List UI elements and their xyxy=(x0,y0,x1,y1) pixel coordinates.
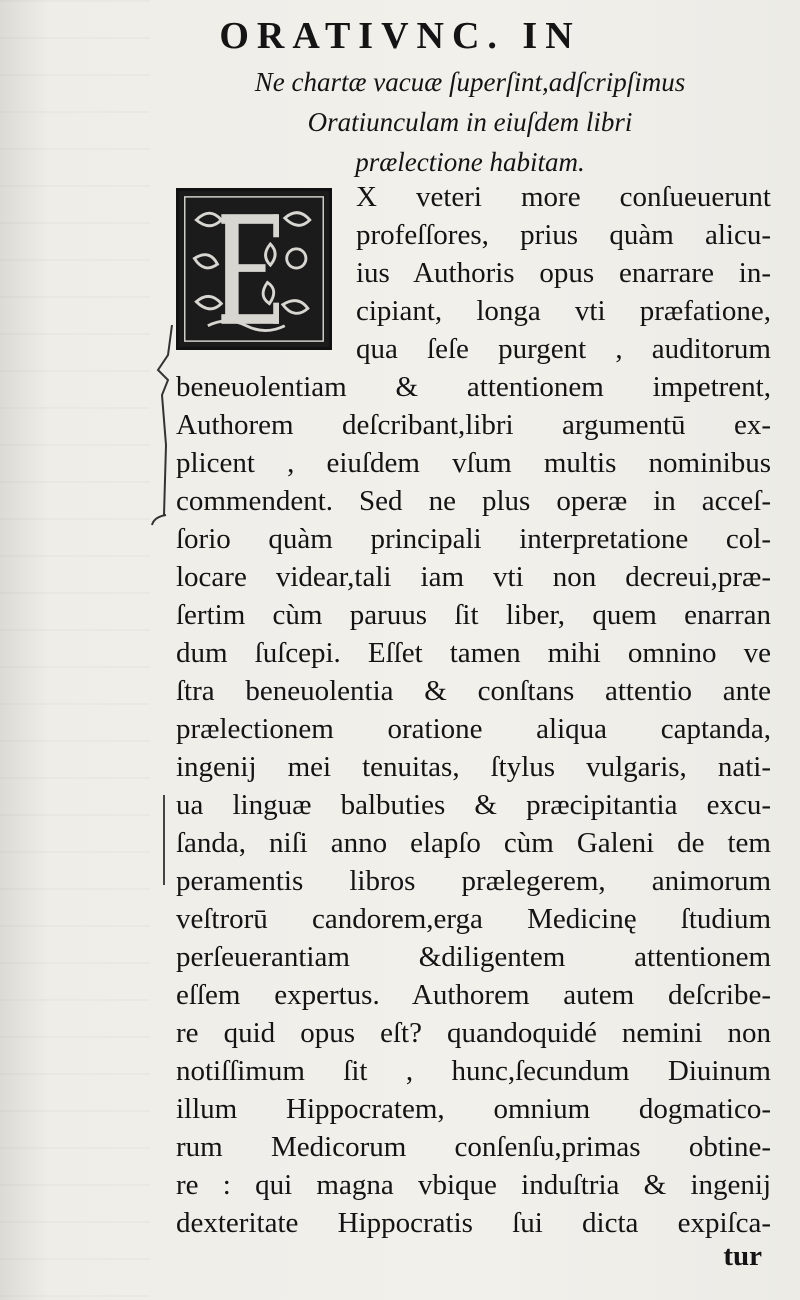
text-line: qua ſeſe purgent , auditorum xyxy=(356,333,771,365)
decorated-initial-letter xyxy=(176,188,332,350)
text-line: Authorem deſcribant,libri argumentū ex- xyxy=(176,409,771,441)
intro-line: prælectione habitam. xyxy=(355,147,585,177)
text-line: commendent. Sed ne plus operæ in acceſ- xyxy=(176,485,771,517)
text-line: ius Authoris opus enarrare in- xyxy=(356,257,771,289)
text-line: illum Hippocratem, omnium dogmatico- xyxy=(176,1093,771,1125)
text-line: re : qui magna vbique induſtria & ingenij xyxy=(176,1169,771,1201)
page-gutter xyxy=(0,0,150,1300)
text-line: beneuolentiam & attentionem impetrent, xyxy=(176,371,771,403)
text-line: ſtra beneuolentia & conſtans attentio ante xyxy=(176,675,771,707)
text-line: prælectionem oratione aliqua captanda, xyxy=(176,713,771,745)
text-line: locare videar,tali iam vti non decreui,præ- xyxy=(176,561,771,593)
text-line: dum ſuſcepi. Eſſet tamen mihi omnino ve xyxy=(176,637,771,669)
intro-line: Oratiunculam in eiuſdem libri xyxy=(307,107,633,137)
text-line: profeſſores, prius quàm alicu- xyxy=(356,219,771,251)
intro-line: Ne chartæ vacuæ ſuperſint,adſcripſimus xyxy=(254,67,686,97)
running-head: ORATIVNC. IN xyxy=(219,15,581,57)
text-line: X veteri more conſueuerunt xyxy=(356,181,771,213)
text-line: plicent , eiuſdem vſum multis nominibus xyxy=(176,447,771,479)
intro-note xyxy=(170,62,770,182)
text-line: eſſem expertus. Authorem autem deſcribe- xyxy=(176,979,771,1011)
text-line: ua linguæ balbuties & præcipitantia excu- xyxy=(176,789,771,821)
text-line: veſtrorū candorem,erga Medicinę ſtudium xyxy=(176,903,771,935)
text-line: ſanda, niſi anno elapſo cùm Galeni de tem xyxy=(176,827,771,859)
text-line: ſorio quàm principali interpretatione col- xyxy=(176,523,771,555)
text-line: peramentis libros prælegerem, animorum xyxy=(176,865,771,897)
text-line: notiſſimum ſit , hunc,ſecundum Diuinum xyxy=(176,1055,771,1087)
catchword: tur xyxy=(723,1240,762,1272)
text-line: cipiant, longa vti præfatione, xyxy=(356,295,771,327)
text-line: rum Medicorum conſenſu,primas obtine- xyxy=(176,1131,771,1163)
text-line: ingenij mei tenuitas, ſtylus vulgaris, nati- xyxy=(176,751,771,783)
text-line: dexteritate Hippocratis ſui dicta expiſca- xyxy=(176,1207,771,1239)
text-line: ſertim cùm paruus ſit liber, quem enarran xyxy=(176,599,771,631)
text-line: re quid opus eſt? quandoquidé nemini non xyxy=(176,1017,771,1049)
text-line: perſeuerantiam &diligentem attentionem xyxy=(176,941,771,973)
ornamental-initial-e-icon xyxy=(179,191,329,347)
